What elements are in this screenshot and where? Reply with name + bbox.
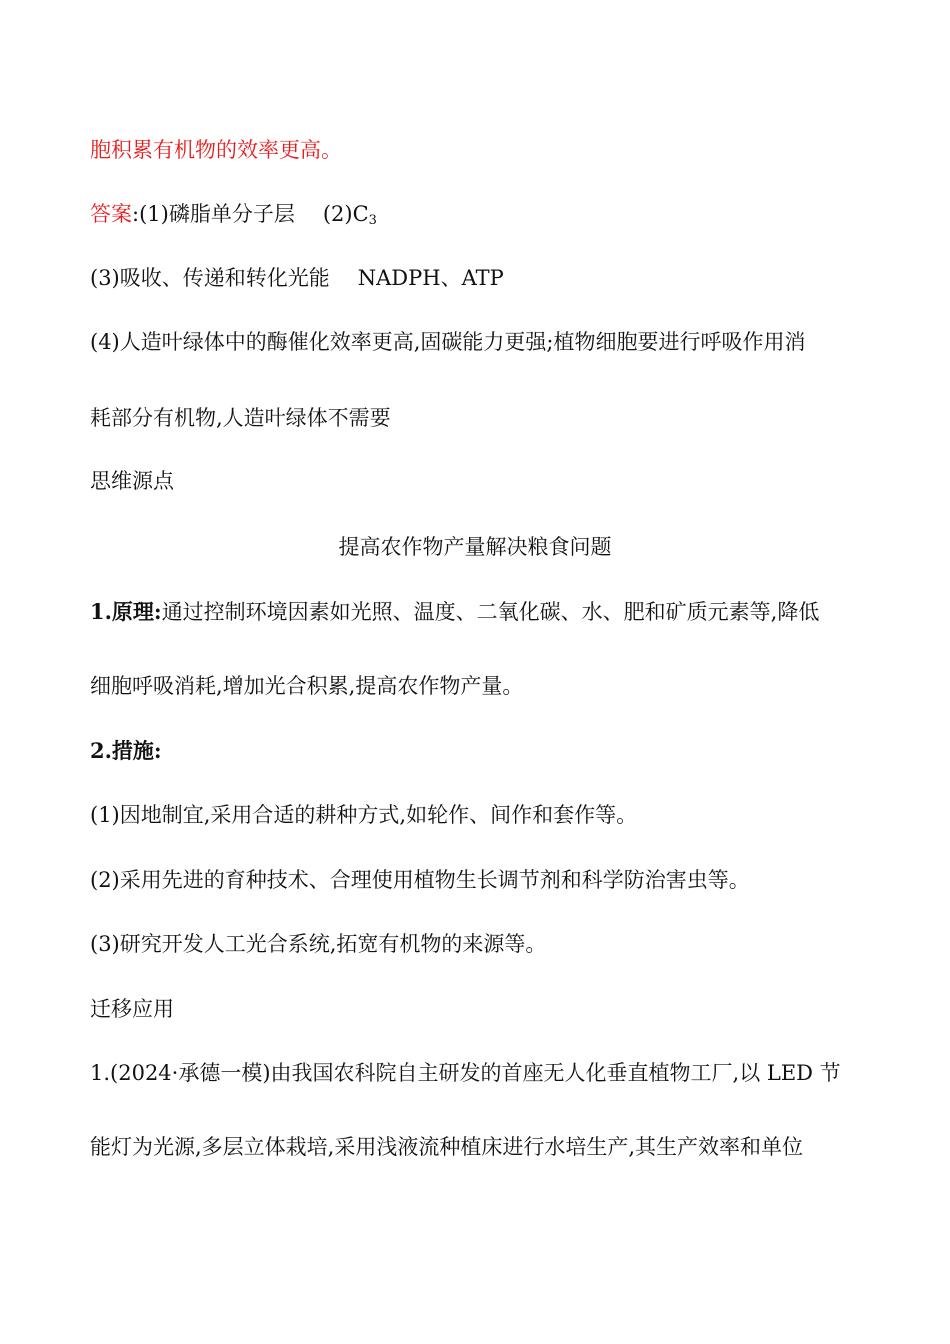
measures-label: 2.措施: (90, 738, 162, 763)
principle-label: 1.原理: (90, 599, 162, 624)
section-heading-thinking: 思维源点 (90, 469, 174, 493)
measure-3: (3)研究开发人工光合系统,拓宽有机物的来源等。 (90, 932, 547, 956)
section-heading-apply: 迁移应用 (90, 997, 174, 1021)
measure-2: (2)采用先进的育种技术、合理使用植物生长调节剂和科学防治害虫等。 (90, 868, 750, 892)
answer-line-4-cont: 耗部分有机物,人造叶绿体不需要 (90, 406, 391, 430)
principle-text: 通过控制环境因素如光照、温度、二氧化碳、水、肥和矿质元素等,降低 (161, 600, 820, 624)
answer-label: 答案 (90, 202, 132, 226)
answer-line-1 (90, 199, 377, 236)
answer-explanation-end: 胞积累有机物的效率更高。 (90, 138, 342, 162)
principle-line-cont: 细胞呼吸消耗,增加光合积累,提高农作物产量。 (90, 674, 524, 698)
answer-part-2: (2)C (322, 202, 369, 226)
answer-part-1: :(1)磷脂单分子层 (132, 202, 295, 226)
question-1-line-2: 能灯为光源,多层立体栽培,采用浅液流种植床进行水培生产,其生产效率和单位 (90, 1135, 804, 1159)
answer-line-4: (4)人造叶绿体中的酶催化效率更高,固碳能力更强;植物细胞要进行呼吸作用消 (90, 330, 806, 354)
question-1-line-1: 1.(2024·承德一模)由我国农科院自主研发的首座无人化垂直植物工厂,以 LED 节 (90, 1061, 841, 1085)
answer-part-3b: NADPH、ATP (357, 266, 504, 290)
topic-title: 提高农作物产量解决粮食问题 (338, 535, 612, 559)
answer-subscript: 3 (368, 213, 377, 228)
answer-part-3a: (3)吸收、传递和转化光能 (90, 266, 330, 290)
principle-line (90, 597, 819, 627)
answer-line-3 (90, 263, 504, 293)
measure-1: (1)因地制宜,采用合适的耕种方式,如轮作、间作和套作等。 (90, 803, 638, 827)
